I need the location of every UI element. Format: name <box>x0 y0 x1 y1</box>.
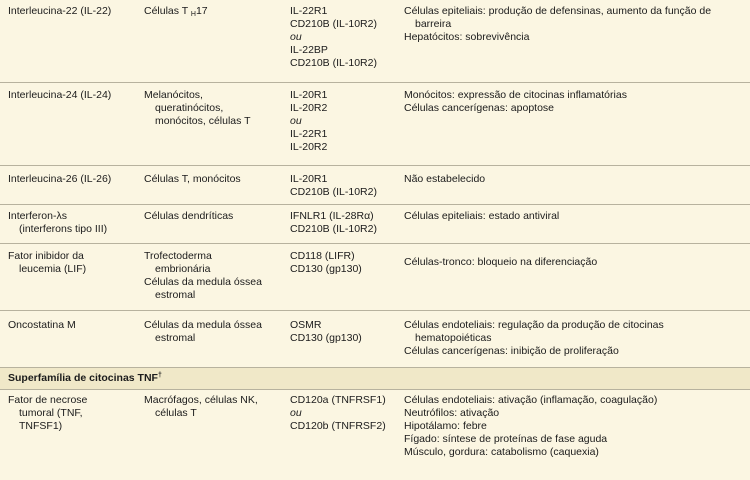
receptor-line: CD210B (IL-10R2) <box>290 18 377 30</box>
function-line: hematopoiéticas <box>415 332 492 344</box>
function-cell <box>404 256 746 269</box>
receptor-line: IL-20R2 <box>290 102 328 114</box>
cell-source: Células da medula óssea <box>144 276 262 288</box>
cell-source: queratinócitos, <box>155 102 224 114</box>
function-line: Músculo, gordura: catabolismo (caquexia) <box>404 446 599 458</box>
cell-source: Macrófagos, células NK, <box>144 394 258 406</box>
cell-source-cell <box>144 89 269 128</box>
cell-source-cell <box>144 319 269 345</box>
receptor-line: IL-22R1 <box>290 128 328 140</box>
function-line: barreira <box>415 18 452 30</box>
cell-source: Células T, monócitos <box>144 173 241 185</box>
cell-source: Células dendríticas <box>144 210 234 222</box>
cytokine-name: leucemia (LIF) <box>19 263 87 275</box>
table-row <box>0 205 750 244</box>
cytokine-cell <box>8 319 128 332</box>
cell-source: estromal <box>155 332 196 344</box>
receptor-line: CD120b (TNFRSF2) <box>290 420 386 432</box>
cell-source: monócitos, células T <box>155 115 251 127</box>
cell-source-cell <box>144 394 269 420</box>
function-cell <box>404 89 746 115</box>
table-row <box>0 390 750 480</box>
cytokine-cell <box>8 210 128 236</box>
function-line: Fígado: síntese de proteínas de fase aguda <box>404 433 608 445</box>
table-row <box>0 0 750 83</box>
section-header-row <box>0 368 750 390</box>
cytokine-cell <box>8 394 128 433</box>
cell-source: estromal <box>155 289 196 301</box>
cytokine-name: (interferons tipo III) <box>19 223 108 235</box>
section-title-text: Superfamília de citocinas TNF <box>8 372 158 384</box>
section-title-mark: † <box>157 372 162 379</box>
cytokine-cell <box>8 250 128 276</box>
receptor-line: IL-20R2 <box>290 141 328 153</box>
section-title <box>8 372 162 385</box>
function-line: Células endoteliais: ativação (inflamação, coagulação) <box>404 394 658 406</box>
function-line: Células cancerígenas: inibição de proliferação <box>404 345 619 357</box>
cell-source <box>144 5 269 18</box>
receptor-line: CD120a (TNFRSF1) <box>290 394 386 406</box>
receptor-or: ou <box>290 407 302 419</box>
cell-source-subscript: H <box>190 11 196 18</box>
function-line: Neutrófilos: ativação <box>404 407 500 419</box>
cytokine-name: Interferon-λs <box>8 210 67 222</box>
cytokine-name: Oncostatina M <box>8 319 76 331</box>
receptor-line: CD118 (LIFR) <box>290 250 355 262</box>
cytokine-name: Interleucina-26 (IL-26) <box>8 173 112 185</box>
cytokine-name: Fator inibidor da <box>8 250 84 262</box>
receptor-line: CD210B (IL-10R2) <box>290 57 377 69</box>
function-line: Células epiteliais: estado antiviral <box>404 210 560 222</box>
cytokine-name: Fator de necrose <box>8 394 88 406</box>
cell-source-text: Células T <box>144 5 188 17</box>
receptor-or: ou <box>290 115 302 127</box>
cell-source-cell <box>144 5 269 18</box>
function-cell <box>404 173 746 186</box>
cell-source-suffix: 17 <box>195 5 208 17</box>
receptor-line: IFNLR1 (IL-28Rα) <box>290 210 374 222</box>
function-cell <box>404 5 746 44</box>
receptor-line: CD130 (gp130) <box>290 263 362 275</box>
cytokine-name: Interleucina-22 (IL-22) <box>8 5 112 17</box>
receptor-cell <box>290 250 395 276</box>
receptor-line: IL-22R1 <box>290 5 328 17</box>
cytokine-name: tumoral (TNF, <box>19 407 83 419</box>
function-line: Hipotálamo: febre <box>404 420 487 432</box>
receptor-cell <box>290 173 395 199</box>
cytokine-cell <box>8 5 128 18</box>
cell-source-cell <box>144 250 269 302</box>
cell-source: Trofectoderma <box>144 250 212 262</box>
function-line: Células epiteliais: produção de defensinas, aumento da função de <box>404 5 712 17</box>
cytokine-cell <box>8 173 128 186</box>
cell-source-cell <box>144 210 269 223</box>
function-line: Células-tronco: bloqueio na diferenciação <box>404 256 598 268</box>
cell-source-cell <box>144 173 269 186</box>
receptor-cell <box>290 210 395 236</box>
cell-source: Melanócitos, <box>144 89 203 101</box>
receptor-line: CD210B (IL-10R2) <box>290 223 377 235</box>
receptor-or: ou <box>290 31 302 43</box>
function-line: Hepatócitos: sobrevivência <box>404 31 530 43</box>
receptor-line: IL-22BP <box>290 44 328 56</box>
table-row <box>0 244 750 311</box>
cell-source: Células da medula óssea <box>144 319 262 331</box>
function-line: Células endoteliais: regulação da produção de citocinas <box>404 319 664 331</box>
cytokine-name: Interleucina-24 (IL-24) <box>8 89 112 101</box>
function-line: Monócitos: expressão de citocinas inflamatórias <box>404 89 627 101</box>
table-row <box>0 166 750 205</box>
receptor-line: CD130 (gp130) <box>290 332 362 344</box>
table-row <box>0 83 750 166</box>
receptor-cell <box>290 319 395 345</box>
function-line: Células cancerígenas: apoptose <box>404 102 555 114</box>
function-line: Não estabelecido <box>404 173 486 185</box>
cytokine-name: TNFSF1) <box>19 420 63 432</box>
cytokine-cell <box>8 89 128 102</box>
receptor-line: IL-20R1 <box>290 173 328 185</box>
receptor-line: CD210B (IL-10R2) <box>290 186 377 198</box>
receptor-cell <box>290 89 395 154</box>
receptor-cell <box>290 5 395 70</box>
function-cell <box>404 210 746 223</box>
function-cell <box>404 394 746 459</box>
receptor-cell <box>290 394 395 433</box>
function-cell <box>404 319 746 358</box>
receptor-line: OSMR <box>290 319 322 331</box>
receptor-line: IL-20R1 <box>290 89 328 101</box>
table-row <box>0 311 750 368</box>
cell-source: células T <box>155 407 197 419</box>
cell-source: embrionária <box>155 263 211 275</box>
